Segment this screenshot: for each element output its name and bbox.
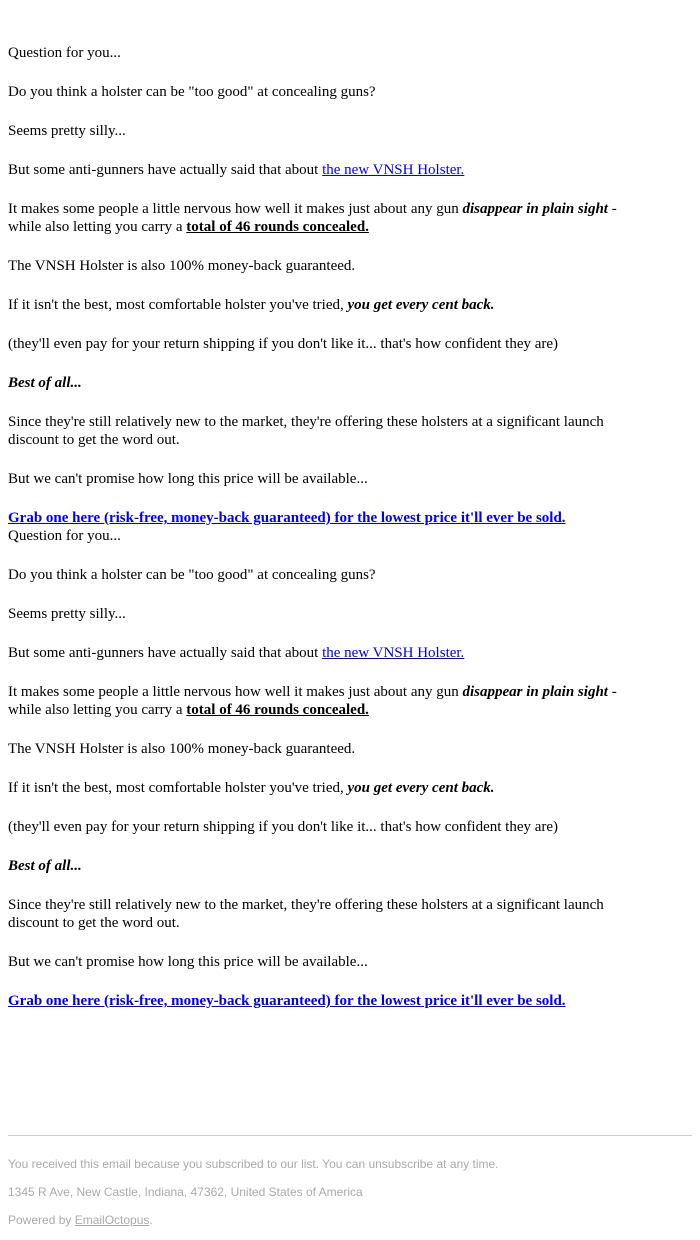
emailoctopus-link[interactable]: EmailOctopus [74,1213,150,1227]
anti-gunners-paragraph [8,644,618,662]
emphasis-text: Best of all... [8,858,82,874]
subscription-notice: You received this email because you subscribed to our list. You can unsubscribe at any time. [8,1157,499,1171]
paragraph-text: It makes some people a little nervous how well it makes just about any gun [8,684,463,700]
paragraph-text: - while also letting you carry a [8,201,617,235]
discount-text: Since they're still relatively new to the market, they're offering these holsters at a significant launch discount to get the word out. [8,897,604,931]
emphasis-text: you get every cent back. [347,780,495,796]
email-message-block [8,527,618,1010]
powered-by-label: Powered by [8,1213,75,1227]
rounds-highlight: total of 46 rounds concealed. [186,702,369,718]
period: . [149,1213,153,1227]
grab-one-cta-link[interactable]: Grab one here (risk-free, money-back guaranteed) for the lowest price it'll ever be sold. [8,993,566,1009]
refund-paragraph [8,296,618,314]
return-shipping-text: (they'll even pay for your return shipping if you don't like it... that's how confident they are) [8,819,559,835]
question-text: Do you think a holster can be "too good" at concealing guns? [8,567,376,583]
paragraph-text: - while also letting you carry a [8,684,617,718]
intro-question: Question for you... [8,528,121,544]
paragraph-text: It makes some people a little nervous how well it makes just about any gun [8,201,463,217]
cta-paragraph [8,992,618,1010]
grab-one-cta-link[interactable]: Grab one here (risk-free, money-back guaranteed) for the lowest price it'll ever be sold. [8,510,566,526]
price-availability-text: But we can't promise how long this price will be available... [8,954,368,970]
emphasis-text: Best of all... [8,375,82,391]
remark-text: Seems pretty silly... [8,606,126,622]
anti-gunners-paragraph [8,161,618,179]
remark-text: Seems pretty silly... [8,123,126,139]
emphasis-text: you get every cent back. [347,297,495,313]
question-text: Do you think a holster can be "too good" at concealing guns? [8,84,376,100]
intro-question: Question for you... [8,45,121,61]
paragraph-text: If it isn't the best, most comfortable holster you've tried, [8,780,348,796]
email-footer [8,1135,692,1234]
emphasis-text: disappear in plain sight [462,201,608,217]
vnsh-holster-link[interactable]: the new VNSH Holster. [322,645,465,661]
concealment-paragraph [8,683,618,719]
best-of-all-heading [8,857,618,875]
best-of-all-heading [8,374,618,392]
concealment-paragraph [8,200,618,236]
paragraph-text: But some anti-gunners have actually said that about [8,645,323,661]
price-availability-text: But we can't promise how long this price will be available... [8,471,368,487]
powered-by [8,1206,692,1234]
guarantee-text: The VNSH Holster is also 100% money-back guaranteed. [8,258,356,274]
discount-text: Since they're still relatively new to the market, they're offering these holsters at a significant launch discount to get the word out. [8,414,604,448]
vnsh-holster-link[interactable]: the new VNSH Holster. [322,162,465,178]
emphasis-text: disappear in plain sight [462,684,608,700]
refund-paragraph [8,779,618,797]
email-message-block [8,44,618,527]
rounds-highlight: total of 46 rounds concealed. [186,219,369,235]
paragraph-text: If it isn't the best, most comfortable holster you've tried, [8,297,348,313]
sender-address: 1345 R Ave, New Castle, Indiana, 47362, United States of America [8,1185,363,1199]
paragraph-text: But some anti-gunners have actually said that about [8,162,323,178]
cta-paragraph [8,509,618,527]
email-body [8,44,618,1010]
return-shipping-text: (they'll even pay for your return shipping if you don't like it... that's how confident they are) [8,336,559,352]
guarantee-text: The VNSH Holster is also 100% money-back guaranteed. [8,741,356,757]
